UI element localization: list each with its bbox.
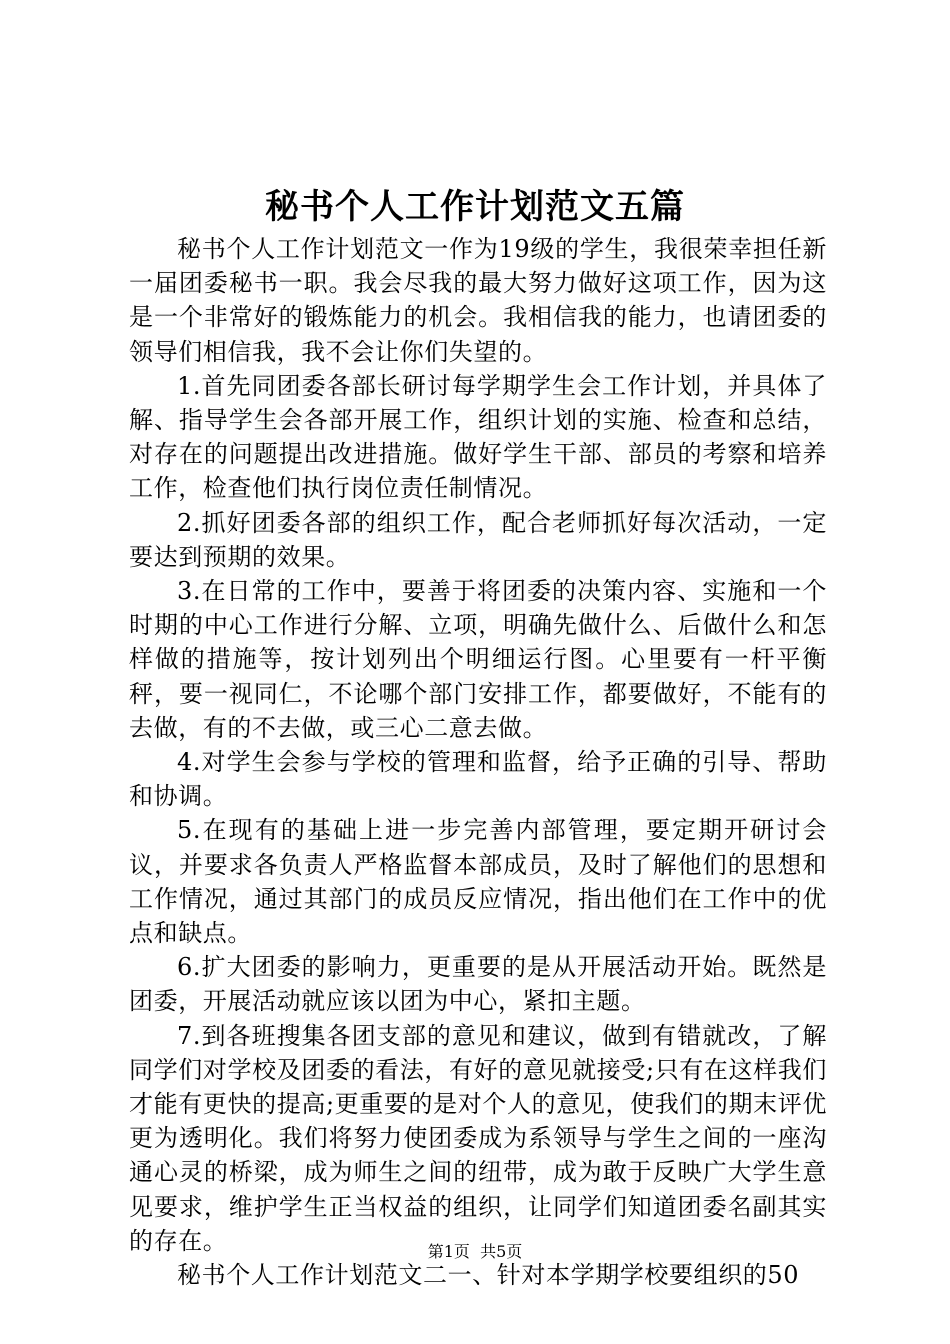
paragraph-4: 3.在日常的工作中，要善于将团委的决策内容、实施和一个时期的中心工作进行分解、立项，明确先做什么、后做什么和怎样做的措施等，按计划列出个明细运行图。心里要有一杆平衡秤，要一视同仁，不论哪个部门安排工作，都要做好，不能有的去做，有的不去做，或三心二意去做。 bbox=[129, 577, 827, 742]
paragraph-3: 2.抓好团委各部的组织工作，配合老师抓好每次活动，一定要达到预期的效果。 bbox=[129, 508, 827, 571]
paragraph-9: 秘书个人工作计划范文二一、针对本学期学校要组织的50 bbox=[177, 1261, 800, 1290]
paragraph-8: 7.到各班搜集各团支部的意见和建议，做到有错就改，了解同学们对学校及团委的看法，有好的意见就接受;只有在这样我们才能有更快的提高;更重要的是对个人的意见，使我们的期末评优更为透明化。我们将努力使团委成为系领导与学生之间的一座沟通心灵的桥梁，成为师生之间的纽带，成为敢于反映广大学生意见要求，维护学生正当权益的组织，让同学们知道团委名副其实的存在。 bbox=[129, 1021, 827, 1255]
page-footer bbox=[0, 1241, 950, 1263]
paragraph-7: 6.扩大团委的影响力，更重要的是从开展活动开始。既然是团委，开展活动就应该以团为中心，紧扣主题。 bbox=[129, 953, 827, 1016]
page-number: 第1页 bbox=[427, 1242, 470, 1261]
paragraph-6: 5.在现有的基础上进一步完善内部管理，要定期开研讨会议，并要求各负责人严格监督本部成员，及时了解他们的思想和工作情况，通过其部门的成员反应情况，指出他们在工作中的优点和缺点。 bbox=[129, 816, 827, 948]
page-total: 共5页 bbox=[480, 1242, 523, 1261]
paragraph-1: 秘书个人工作计划范文一作为19级的学生，我很荣幸担任新一届团委秘书一职。我会尽我的最大努力做好这项工作，因为这是一个非常好的锻炼能力的机会。我相信我的能力，也请团委的领导们相信我，我不会让你们失望的。 bbox=[129, 235, 827, 366]
paragraph-2: 1.首先同团委各部长研讨每学期学生会工作计划，并具体了解、指导学生会各部开展工作，组织计划的实施、检查和总结，对存在的问题提出改进措施。做好学生干部、部员的考察和培养工作，检查他们执行岗位责任制情况。 bbox=[129, 371, 827, 503]
paragraph-5: 4.对学生会参与学校的管理和监督，给予正确的引导、帮助和协调。 bbox=[129, 748, 827, 811]
document-title: 秘书个人工作计划范文五篇 bbox=[265, 187, 685, 227]
document-body bbox=[129, 232, 827, 1292]
